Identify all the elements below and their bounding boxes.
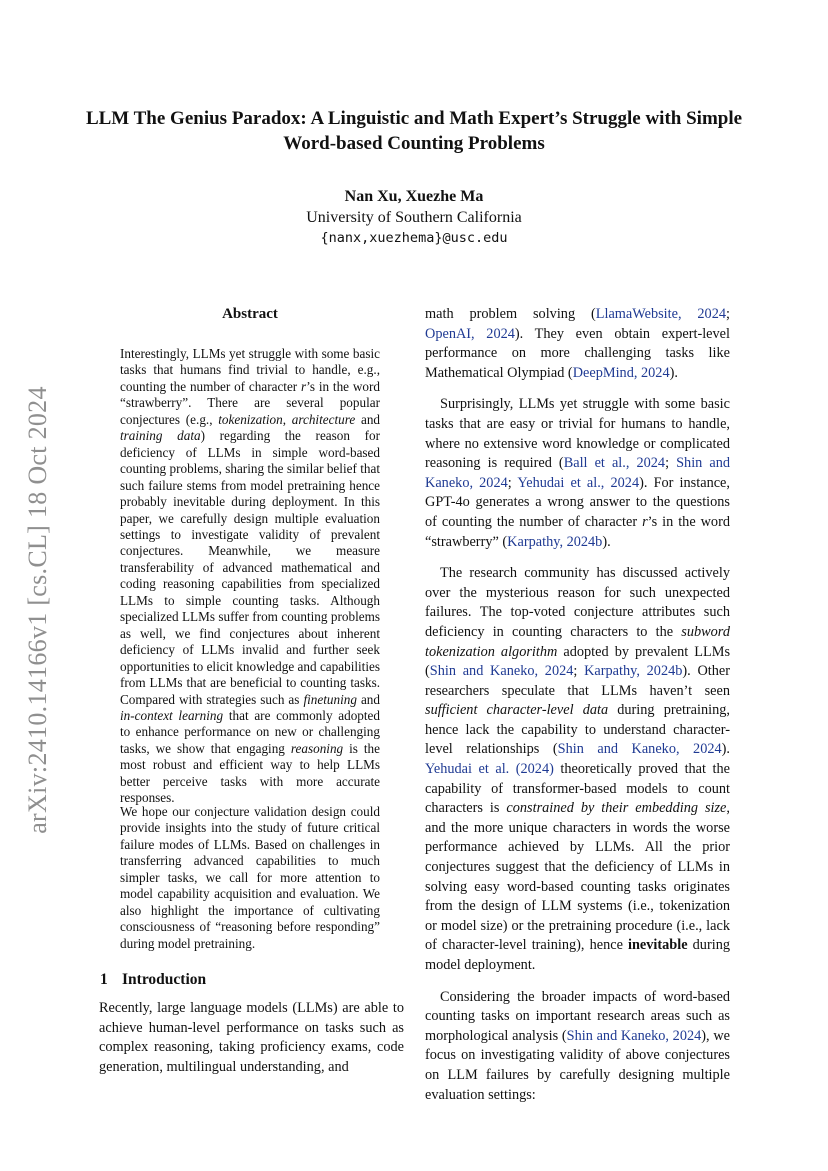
section-title: Introduction: [122, 971, 207, 988]
paper-title: LLM The Genius Paradox: A Linguistic and Math Expert’s Struggle with Simple Word-based Counting Problems: [85, 108, 743, 154]
author-block: [80, 186, 748, 249]
citation-link[interactable]: OpenAI, 2024: [425, 325, 515, 342]
right-column: [425, 305, 730, 1117]
arxiv-identifier: arXiv:2410.14166v1 [cs.CL] 18 Oct 2024: [23, 386, 52, 834]
abstract-heading: Abstract: [222, 306, 278, 322]
intro-paragraph-left: Recently, large language models (LLMs) are able to achieve human-level performance on tasks such as complex reasoning, taking proficiency exams, code generation, multilingual understanding, and: [99, 1000, 404, 1075]
citation-link[interactable]: LlamaWebsite, 2024: [595, 306, 726, 322]
citation-link[interactable]: Shin and Kaneko, 2024: [566, 1027, 702, 1044]
author-names: Nan Xu, Xuezhe Ma: [344, 188, 484, 205]
citation-link[interactable]: DeepMind, 2024: [572, 364, 670, 381]
arxiv-sidebar: [0, 0, 75, 1171]
citation-link[interactable]: Shin and Kaneko, 2024: [425, 455, 731, 491]
citation-link[interactable]: Karpathy, 2024b: [584, 663, 683, 680]
author-email: {nanx,xuezhema}@usc.edu: [320, 230, 508, 246]
citation-link[interactable]: Shin and Kaneko, 2024: [429, 663, 574, 680]
abstract-paragraph-1: Interestingly, LLMs yet struggle with some basic tasks that humans find trivial to handle, e.g., counting the number of character r’s in the word “strawberry”. There are several popular conjectures (e.g., tokenization, architecture and training data) regarding the reason for deficiency of LLMs in simple word-based counting problems, sharing the similar belief that such failure stems from model pretraining hence probably inevitable during deployment. In this paper, we carefully design multiple evaluation settings to investigate validity of prevalent conjectures. Meanwhile, we measure transferability of advanced mathematical and coding reasoning capabilities from specialized LLMs to simple counting tasks. Although specialized LLMs suffer from counting problems as well, we find conjectures about inherent deficiency of LLMs invalid and further seek opportunities to elicit knowledge and capabilities from LLMs that are beneficial to counting tasks. Compared with strategies such as finetuning and in-context learning that are commonly adopted to enhance performance on new or challenging tasks, we show that engaging reasoning is the most robust and efficient way to help LLMs better perceive tasks with more accurate responses.: [120, 346, 381, 806]
citation-link[interactable]: Yehudai et al. (2024): [425, 761, 554, 778]
author-affiliation: University of Southern California: [306, 209, 522, 226]
intro-paragraph-3: The research community has discussed actively over the mysterious reason for such unexpected failures. The top-voted conjecture attributes such deficiency in counting characters to the subword tokenization algorithm adopted by prevalent LLMs (Shin and Kaneko, 2024; Karpathy, 2024b). Other researchers speculate that LLMs haven’t seen sufficient character-level data during pretraining, hence lack the capability to understand character-level relationships (Shin and Kaneko, 2024). Yehudai et al. (2024) theoretically proved that the capability of transformer-based models to count characters is constrained by their embedding size, and the more unique characters in words the worse performance achieved by LLMs. All the prior conjectures suggest that the deficiency of LLMs in solving easy word-based counting tasks originates from the design of LLM systems (i.e., tokenization or model size) or the pretraining procedure (i.e., lack of character-level training), hence inevitable during model deployment.: [425, 565, 731, 973]
citation-link[interactable]: Shin and Kaneko, 2024: [557, 741, 722, 758]
section-heading: [100, 971, 206, 989]
citation-link[interactable]: Karpathy, 2024b: [507, 533, 603, 550]
intro-paragraph-2: Surprisingly, LLMs yet struggle with some basic tasks that are easy or trivial for humans to handle, where no extensive word knowledge or complicated reasoning is required (Ball et al., 2024; Shin and Kaneko, 2024; Yehudai et al., 2024). For instance, GPT-4o generates a wrong answer to the questions of counting the number of character r’s in the word “strawberry” (Karpathy, 2024b).: [425, 396, 731, 550]
intro-paragraph-4: Considering the broader impacts of word-based counting tasks on important research areas such as morphological analysis (Shin and Kaneko, 2024), we focus on investigating validity of above conjectures on LLM failures by carefully designing multiple evaluation settings:: [425, 988, 730, 1103]
intro-paragraph-1: math problem solving (LlamaWebsite, 2024; OpenAI, 2024). They even obtain expert-level performance on more challenging tasks like Mathematical Olympiad (DeepMind, 2024).: [425, 306, 730, 381]
citation-link[interactable]: Yehudai et al., 2024: [517, 474, 640, 491]
section-number: 1: [100, 971, 108, 988]
citation-link[interactable]: Ball et al., 2024: [563, 455, 666, 472]
abstract-paragraph-2: We hope our conjecture validation design could provide insights into the study of future critical failure modes of LLMs. Based on challenges in transferring advanced capabilities to much simpler tasks, we call for more attention to model capability acquisition and evaluation. We also highlight the importance of cultivating consciousness of “reasoning before responding” during model pretraining.: [120, 804, 380, 951]
